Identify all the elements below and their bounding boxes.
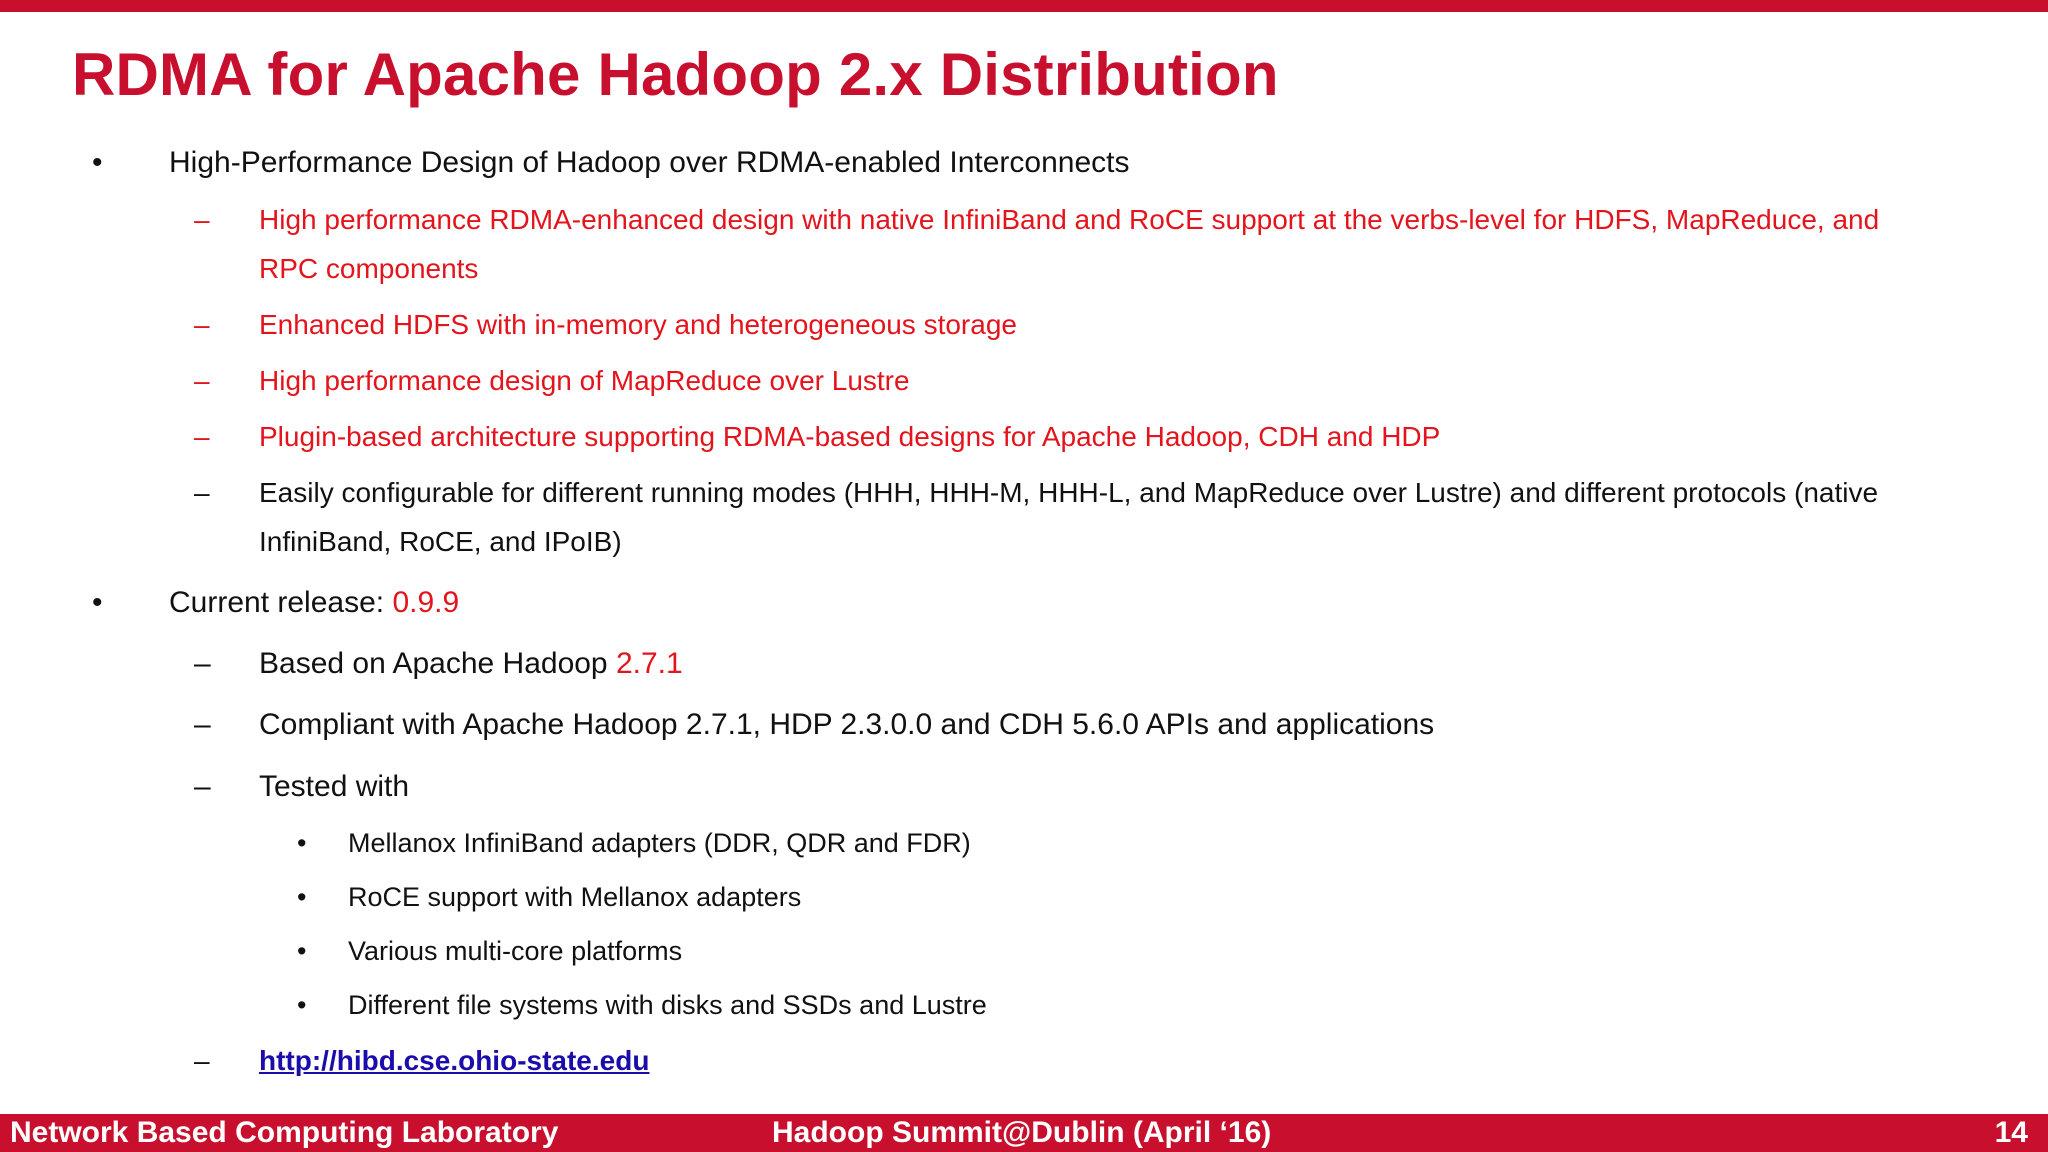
- dash-marker: –: [194, 421, 210, 452]
- current-release: [169, 586, 459, 620]
- tested-item: Various multi-core platforms: [348, 936, 683, 966]
- based-on-version: 2.7.1: [615, 647, 683, 680]
- subitem-configurable-cont: InfiniBand, RoCE, and IPoIB): [259, 526, 622, 557]
- subitem-rdma-design: High performance RDMA-enhanced design with native InfiniBand and RoCE support at the verbs-level for HDFS, MapReduce, and: [259, 204, 1880, 235]
- footer-bar: [0, 1114, 2048, 1152]
- tested-item: Mellanox InfiniBand adapters (DDR, QDR and FDR): [348, 828, 971, 858]
- bullet-marker: •: [92, 586, 103, 619]
- footer-event: Hadoop Summit@Dublin (April ‘16): [772, 1116, 1272, 1149]
- subitem-configurable: Easily configurable for different running modes (HHH, HHH-M, HHH-L, and MapReduce over Lustre) and different protocols (native: [259, 477, 1879, 508]
- dash-marker: –: [194, 204, 210, 235]
- dash-marker: –: [194, 647, 211, 680]
- project-website-link[interactable]: http://hibd.cse.ohio-state.edu: [259, 1045, 650, 1076]
- tested-item: RoCE support with Mellanox adapters: [348, 882, 802, 912]
- tested-item: Different file systems with disks and SSDs and Lustre: [348, 990, 987, 1020]
- dash-marker: –: [194, 365, 210, 396]
- dash-marker: –: [194, 309, 210, 340]
- bullet-1-text: High-Performance Design of Hadoop over RDMA-enabled Interconnects: [169, 146, 1130, 179]
- subitem-tested-with: Tested with: [259, 770, 410, 803]
- bullet-marker: •: [92, 146, 103, 179]
- sub-bullet-marker: •: [297, 882, 307, 912]
- dash-marker: –: [194, 1045, 210, 1076]
- current-release-version: 0.9.9: [392, 586, 460, 619]
- sub-bullet-marker: •: [297, 990, 307, 1020]
- subitem-plugin-architecture: Plugin-based architecture supporting RDMA-based designs for Apache Hadoop, CDH and HDP: [259, 421, 1441, 452]
- subitem-mapreduce-lustre: High performance design of MapReduce over Lustre: [259, 365, 910, 396]
- based-on-label: Based on Apache Hadoop: [259, 647, 616, 680]
- slide-title: RDMA for Apache Hadoop 2.x Distribution: [72, 41, 1279, 108]
- subitem-compliant: Compliant with Apache Hadoop 2.7.1, HDP 2.3.0.0 and CDH 5.6.0 APIs and applications: [259, 708, 1435, 741]
- footer-page-number: 14: [1994, 1116, 2028, 1149]
- sub-bullet-marker: •: [297, 936, 307, 966]
- subitem-based-on: [259, 647, 683, 681]
- sub-bullet-marker: •: [297, 828, 307, 858]
- dash-marker: –: [194, 477, 210, 508]
- footer-lab-name: Network Based Computing Laboratory: [10, 1116, 559, 1149]
- dash-marker: –: [194, 708, 211, 741]
- current-release-label: Current release:: [169, 586, 393, 619]
- dash-marker: –: [194, 770, 211, 803]
- subitem-hdfs: Enhanced HDFS with in-memory and heterogeneous storage: [259, 309, 1017, 340]
- subitem-rdma-design-cont: RPC components: [259, 253, 479, 284]
